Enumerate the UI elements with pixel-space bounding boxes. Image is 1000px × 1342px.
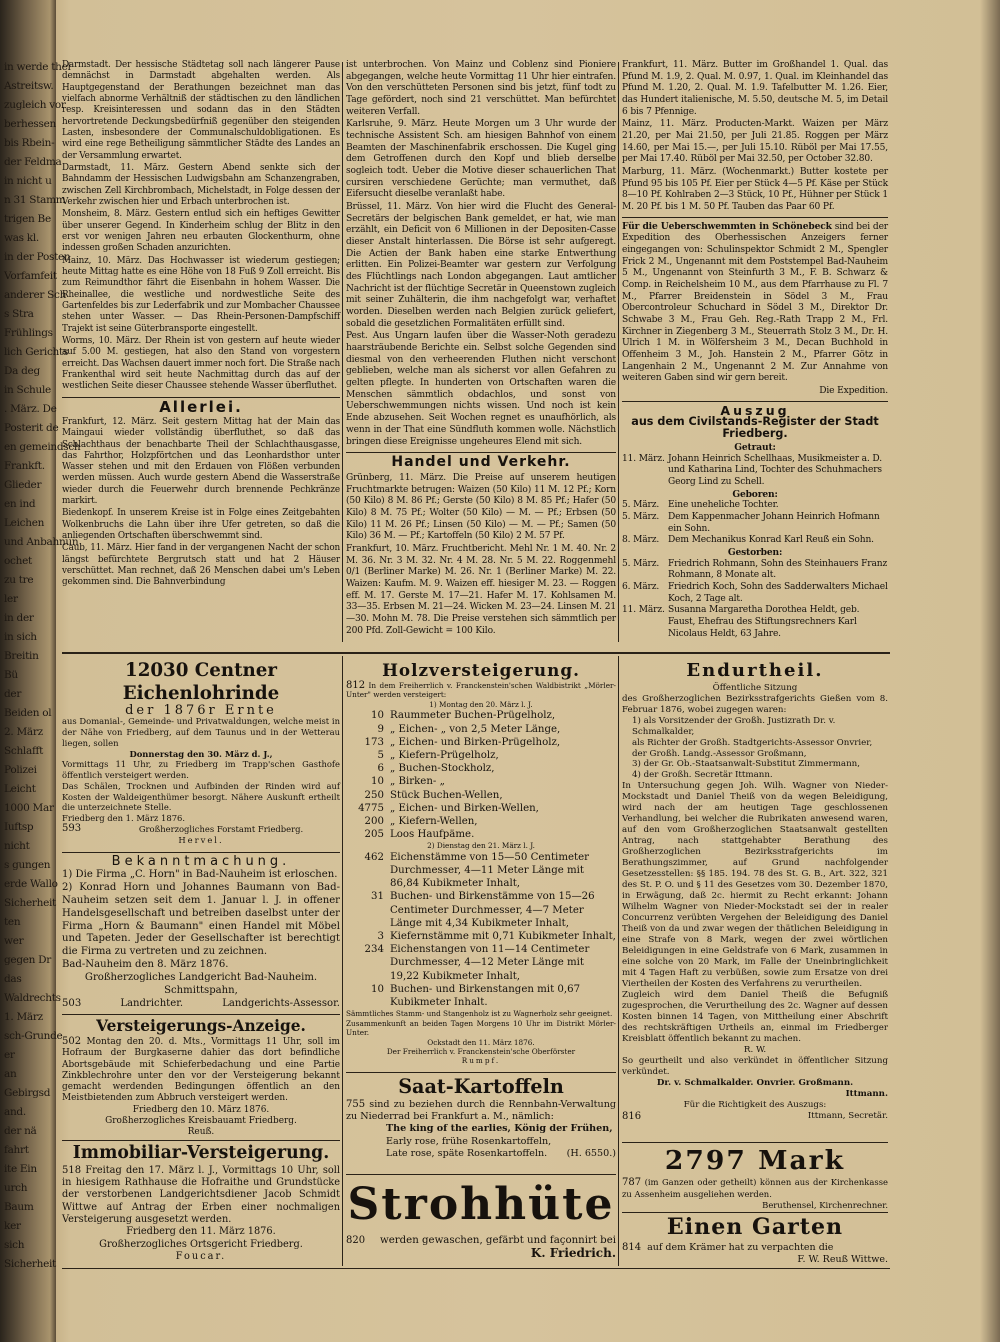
news-column-3 xyxy=(622,60,888,640)
ad-2797-mark xyxy=(622,1144,888,1210)
holz-lot-row xyxy=(346,749,616,762)
margin-fragment: urch xyxy=(4,1182,28,1194)
col3-p0: Frankfurt, 11. März. Butter im Großhandel 1. Qual. das Pfund M. 1.9, 2. Qual. M. 0.97, 1. Qual. im Kleinhandel das Pfund M. 1.20, 2. Qual. M. 1.9. Tafelbutter M. 1.26. Eier, das Hundert italienische, M. 5.50, deutsche M. 5, im Detail 6 bis 7 Pfennige. xyxy=(622,60,888,117)
saat-title: Saat-Kartoffeln xyxy=(398,1075,564,1098)
col3-divider-2 xyxy=(622,401,888,402)
court-member: als Richter der Großh. Stadtgerichts-Assessor Onvrier, der Großh. Landg.-Assessor Großmann, xyxy=(632,737,873,759)
holz-lot-desc: „ Buchen-Stockholz, xyxy=(390,763,495,775)
holz-lot-desc: „ Kiefern-Wellen, xyxy=(390,815,478,827)
margin-fragment: Astreitsw. xyxy=(4,80,54,92)
col2-p2: Brüssel, 11. März. Von hier wird die Flucht des General-Secretärs der belgischen Bank gemeldet, er hat, wie man erzählt, ein Deficit von 6 Millionen in der Depositen-Casse dieser Anstalt hinterlassen. Die Börse ist sehr aufgeregt. Die Actien der Bank haben eine starke Entwerthung erlitten. Ein Polizei-Beamter war gestern zur Verfolgung des Flüchtlings nach London abgegangen. Laut amtlicher Nachricht ist der flüchtige Secretär in Queenstown zugleich mit seiner Zuhälterin, die ihm nachgefolgt war, verhaftet worden. Dieselben werden nach Belgien zurück geliefert, sobald die gesetzlichen Formalitäten erfüllt sind. xyxy=(346,202,616,329)
mark-text: (im Ganzen oder getheilt) können aus der Kirchenkasse zu Assenheim ausgeliehen werden. xyxy=(622,1177,888,1199)
court-member: 4) der Großh. Secretär Ittmann. xyxy=(632,770,773,781)
margin-fragment: s Stra xyxy=(4,308,34,320)
col3-p2: Marburg, 11. März. (Wochenmarkt.) Butter kostete per Pfund 95 bis 105 Pf. Eier per Stück 4—5 Pf. Käse per Stück 8—10 Pf. Kohlraben 2—3 Stück, 10 Pf., Hühner per Stück 1 M. 20 Pf. bis 1 M. 50 Pf. Tauben das Paar 60 Pf. xyxy=(622,167,888,213)
margin-fragment: der nä xyxy=(4,1125,37,1137)
holz-text2: Sämmtliches Stamm- und Stangenholz ist zu Wagnerholz sehr geeignet. xyxy=(346,1009,613,1019)
holz-lot-row xyxy=(346,762,616,775)
ad-einen-garten xyxy=(622,1214,888,1266)
margin-fragment: ochet xyxy=(4,555,32,567)
bekannt-sign-left: Landrichter. xyxy=(120,997,184,1009)
holz-lot-row xyxy=(346,723,616,736)
eichen-text: aus Domanial-, Gemeinde- und Privatwaldungen, welche meist in der Nähe von Friedberg, auf dem Taunus und in der Wetterau liegen, sollen xyxy=(62,716,340,748)
civil-text: Dem Mechanikus Konrad Karl Reuß ein Sohn. xyxy=(668,535,874,546)
urtheil-text: des Großherzoglichen Bezirksstrafgerichts Gießen vom 8. Februar 1876, wobei zugegen waren: xyxy=(622,693,888,715)
holz-lot-desc: Loos Haufpäme. xyxy=(390,829,475,841)
holz-lot-desc: „ Eichen- und Birken-Prügelholz, xyxy=(390,736,561,748)
margin-fragment: Schlafft xyxy=(4,745,44,757)
margin-fragment: Glieder xyxy=(4,479,42,491)
col2-heading: Handel und Verkehr. xyxy=(391,454,571,471)
holz-lot-row xyxy=(346,789,616,802)
urtheil-text2: In Untersuchung gegen Joh. Wilh. Wagner von Nieder-Mockstadt und Daniel Theiß von da wegen Beleidigung, wird nach der am heutigen Tage geschlossenen Verhandlung, bei welcher die Rubrikaten anwesend waren, auf den vom Großherzoglichen Staatsanwalt gestellten Antrag, nach stattgehabter Berathung des Großherzoglichen Bezirksstrafgerichts im Berathungszimmer, auf Grund nachfolgender Gesetzesstellen: §§ 185. 194. 78 des St. G. B., Art. 322, 321 des St. P. O. und § 11 des Gesetzes vom 30. Dezember 1870, in Erwägung, daß 2c. hiermit zu Recht erkannt: Johann Wilhelm Wagner von Nieder-Mockstadt sei der in realer Concurrenz verübten Vergehen der Beleidigung des Daniel Theiß von da und zwar wegen der thätlichen Beleidigung in eine Strafe von 8 Mark, wegen der zwei wörtlichen Beleidigungen in eine Geldstrafe von 6 Mark, zusammen in eine solche von 20 Mark, im Falle der Uneinbringlichkeit mit 4 Tagen Haft zu verbüßen, sowie zum Ersatze von drei Viertheilen der Kosten des Verfahrens zu verurtheilen. xyxy=(622,781,888,990)
garten-sign: F. W. Reuß Wittwe. xyxy=(797,1253,888,1265)
flood-text: sind bei der Expedition des Oberhessischen Anzeigers ferner eingegangen von: Schulinspektor Schmidt 2 M., Spengler Frick 2 M., Ungenannt mit dem Poststempel Bad-Nauheim 5 M., Ungenannt von Steinfurth 3 M., F. B. Schwarz & Comp. in Reichelsheim 10 M., aus dem Pfarrhause zu Fl. 7 M., Pfarrer Breidenstein in Södel 3 M., Frau Obercontroleur Schuchard in Södel 3 M., Direktor Dr. Schwabe 3 M., Frau Geh. Reg.-Rath Trapp 2 M., Frl. Kirchner in Ziegenberg 3 M., Steuerrath Stolz 3 M., Dr. H. Ulrich 1 M. in Wölfersheim 3 M., Decan Buchhold in Offenheim 3 M., Joh. Hanstein 2 M., Pfarrer Götz in Langenhain 2 M., Ungenannt 2 M. Zur Annahme von weiteren Gaben sind wir gern bereit. xyxy=(622,221,888,384)
margin-fragment: sich xyxy=(4,1239,25,1251)
ad-bekanntmachung xyxy=(62,856,340,1011)
col1-p3: Mainz, 10. März. Das Hochwasser ist wiederum gestiegen; heute Mittag hatte es eine Höhe von 18 Fuß 9 Zoll erreicht. Bis zum Reimundthor fährt die Eisenbahn in hohem Wasser. Die Rheinallee, die westliche und nordwestliche Seite des Gartenfeldes bis zur Lederfabrik und zur Mombacher Chaussee stehen unter Wasser. — Das Rhein-Personen-Dampfschiff Trajekt ist seine Güterbransporte eingestellt. xyxy=(62,255,340,334)
holz-lot-qty: 205 xyxy=(364,829,384,841)
civil-date: 5. März. xyxy=(622,511,660,522)
civil-date: 5. März. xyxy=(622,500,660,511)
saat-line1: The king of the earlies, König der Frühen, xyxy=(386,1123,613,1135)
ad-versteigerung xyxy=(62,1017,340,1138)
col3-p1: Mainz, 11. März. Producten-Markt. Waizen per März 21.20, per Mai 21.50, per Juli 21.85. Roggen per März 14.60, per Mai 15.—, per Juli 15.10. Rüböl per Mai 17.55, per Mai 17.40. Rüböl per Mai 32.50, per October 32.80. xyxy=(622,119,888,165)
civil-date: 11. März. xyxy=(622,605,665,616)
ad-rule-c2 xyxy=(622,1212,888,1213)
margin-fragment: er xyxy=(4,1049,15,1061)
garten-title: Einen Garten xyxy=(666,1214,844,1240)
gestorben-list xyxy=(622,559,888,641)
holz-lot-row xyxy=(346,802,616,815)
holz-lot-qty: 462 xyxy=(364,851,384,863)
eichen-sign: Hervel. xyxy=(178,834,224,845)
urtheil-members xyxy=(622,716,888,782)
ad-rule-v1 xyxy=(342,656,343,1266)
geboren-label: Geboren: xyxy=(732,488,778,500)
eichen-text2: Vormittags 11 Uhr, zu Friedberg im Trapp'schen Gasthofe öffentlich versteigert werden. xyxy=(62,759,340,781)
margin-fragment: en gemeindsch xyxy=(4,441,81,453)
margin-fragment: zugleich vor xyxy=(4,99,66,111)
margin-fragment: Frankft. xyxy=(4,460,45,472)
ad-rule-a3 xyxy=(62,1140,340,1141)
margin-fragment: Gebirgsd xyxy=(4,1087,51,1099)
margin-fragment: Frühlings xyxy=(4,327,53,339)
col1-p1: Darmstadt, 11. März. Gestern Abend senkte sich der Bahndamm der Hessischen Ludwigsbahn am Schanzengraben, zwischen Zell Kirchbrombach, Michelstadt, in Folge dessen der Verkehr zwischen hier und Erbach unterbrochen ist. xyxy=(62,162,340,207)
margin-fragment: wer xyxy=(4,935,24,947)
civil-date: 5. März. xyxy=(622,558,660,569)
margin-fragment: Sicherheit xyxy=(4,897,56,909)
holz-lot-qty: 5 xyxy=(377,749,384,761)
col2-p0: ist unterbrochen. Von Mainz und Coblenz sind Pioniere abgegangen, welche heute Vormittag 11 Uhr hier eintrafen. Von den verschütteten Personen sind bis jetzt, fünf todt zu Tage gefördert, noch sind 21 verschüttet. Man befürchtet weiteren Verfall. xyxy=(346,60,616,117)
margin-fragment: das xyxy=(4,973,22,985)
col2-p4: Grünberg, 11. März. Die Preise auf unserem heutigen Fruchtmarkte betrugen: Waizen (50 Kilo) 11 M. 12 Pf.; Korn (50 Kilo) 8 M. 86 Pf.; Gerste (50 Kilo) 8 M. 85 Pf.; Hafer (50 Kilo) 8 M. 75 Pf.; Wolter (50 Kilo) — M. — Pf.; Erbsen (50 Kilo) 11 M. 26 Pf.; Linsen (50 Kilo) — M. — Pf.; Samen (50 Kilo) 36 M. — Pf.; Kartoffeln (50 Kilo) 2 M. 57 Pf. xyxy=(346,472,616,542)
margin-fragment: und Anbahnun xyxy=(4,536,79,548)
ad-rule-c1 xyxy=(622,1142,888,1143)
getraut-list xyxy=(622,454,888,489)
col1-p2: Monsheim, 8. März. Gestern entlud sich ein heftiges Gewitter über unserer Gegend. In Kinderheim schlug der Blitz in den erst vor wenigen Jahren neu erbauten Glockenthurm, ohne indessen großen Schaden anzurichten. xyxy=(62,209,340,254)
margin-fragment: Breitin xyxy=(4,650,39,662)
margin-fragment: in sich xyxy=(4,631,37,643)
civil-date: 8. März. xyxy=(622,535,660,546)
col1-p4: Worms, 10. März. Der Rhein ist von gestern auf heute wieder auf 5.00 M. gestiegen, hat also den Stand von vorgestern erreicht. Das Wachsen dauert immer noch fort. Die Straße nach Frankenthal wird seit heute Nachmittag durch das auf der westlichen Seite dieser Chaussee stehende Wasser überfluthet. xyxy=(62,335,340,392)
margin-fragment: ker xyxy=(4,1220,21,1232)
civil-entry xyxy=(622,512,888,535)
holz-lot-qty: 10 xyxy=(371,776,384,788)
versteig-place: Friedberg den 10. März 1876. xyxy=(132,1104,270,1115)
ad-immobiliar xyxy=(62,1143,340,1263)
margin-fragment: . März. De xyxy=(4,403,57,415)
ad-rule-b1 xyxy=(346,1072,616,1073)
immo-place: Friedberg den 11. März 1876. xyxy=(126,1226,276,1238)
col2-divider xyxy=(346,452,616,453)
eichen-num: 593 xyxy=(62,822,82,834)
holz-day2: 2) Dienstag den 21. März l. J. xyxy=(427,841,535,851)
urtheil-text4: So geurtheilt und also verkündet in öffentlicher Sitzung verkündet. xyxy=(622,1056,888,1078)
civil-text: Eine uneheliche Tochter. xyxy=(668,500,779,511)
holz-lot-qty: 6 xyxy=(377,763,384,775)
stroh-num: 820 xyxy=(346,1235,366,1246)
holz-text: In dem Freiherrlich v. Franckenstein'schen Waldbistrikt „Mörler-Unter" werden versteigert: xyxy=(346,681,616,700)
holz-lot-row xyxy=(346,943,616,983)
margin-fragment: Waldrechts xyxy=(4,992,61,1004)
holz-lot-row xyxy=(346,930,616,943)
immo-authority: Großherzogliches Ortsgericht Friedberg. xyxy=(99,1238,303,1250)
margin-fragment: gegen Dr xyxy=(4,954,52,966)
margin-fragment: s gungen xyxy=(4,859,51,871)
margin-fragment: 1000 Mar xyxy=(4,802,54,814)
eichen-date: Donnerstag den 30. März d. J., xyxy=(129,748,273,759)
margin-fragment: in nicht u xyxy=(4,175,52,187)
holz-rows-1 xyxy=(346,709,616,841)
margin-fragment: anderer Sch xyxy=(4,289,67,301)
margin-fragment: Leicht xyxy=(4,783,36,795)
col1-p7: Caub, 11. März. Hier fand in der vergangenen Nacht der schon längst befürchtete Bergrutsch statt und hat 2 Häuser verschüttet. Man rechnet, daß 26 Menschen dabei um's Leben gekommen sind. Die Bahnverbindung xyxy=(62,543,340,588)
margin-fragment: Posterit de xyxy=(4,422,59,434)
immo-sign: Foucar. xyxy=(175,1250,227,1262)
versteig-title: Versteigerungs-Anzeige. xyxy=(96,1017,306,1035)
civil-date: 6. März. xyxy=(622,581,660,592)
urtheil-sub: Öffentliche Sitzung xyxy=(712,682,798,693)
holz-text3: Zusammenkunft an beiden Tagen Morgens 10 Uhr im Distrikt Mörler-Unter. xyxy=(346,1018,616,1038)
margin-fragment: trigen Be xyxy=(4,213,51,225)
urtheil-judge2: Ittmann. xyxy=(845,1089,888,1100)
ad-strohhuete xyxy=(346,1176,616,1260)
ad-saatkartoffeln xyxy=(346,1075,616,1160)
garten-text: auf dem Krämer hat zu verpachten die xyxy=(647,1241,834,1253)
stroh-title: Strohhüte xyxy=(347,1179,615,1230)
eichen-text3: Das Schälen, Trocknen und Aufbinden der Rinden wird auf Kosten der Waldeigenthümer besorgt. Nähere Auskunft ertheilt die unterzeichnete Stelle. xyxy=(62,780,340,813)
margin-fragment: sch-Grunde xyxy=(4,1030,63,1042)
margin-fragment: berhessen xyxy=(4,118,56,130)
bekannt-item-2: 2) Konrad Horn und Johannes Baumann von Bad-Nauheim setzen seit dem 1. Januar l. J. in offener Handelsgesellschaft und betreiben daselbst unter der Firma „Horn & Baumann" einen Handel mit Möbel und Tapeten. Jeder der Gesellschafter ist berechtigt die Firma zu vertreten und zu zeichnen. xyxy=(62,881,340,958)
civil-entry xyxy=(622,582,888,605)
civil-text: Susanna Margaretha Dorothea Heldt, geb. Faust, Ehefrau des Stiftungsrechners Karl Nicolaus Heldt, 63 Jahre. xyxy=(668,605,860,639)
ads-separator xyxy=(62,652,890,654)
flood-sign: Die Expedition. xyxy=(819,386,888,397)
margin-fragment: nicht xyxy=(4,840,30,852)
ad-holzversteigerung xyxy=(346,660,616,1066)
margin-fragment: in der xyxy=(4,612,34,624)
saat-num: 755 xyxy=(346,1099,366,1111)
holz-lot-qty: 4775 xyxy=(358,802,384,814)
margin-fragment: fahrt xyxy=(4,1144,29,1156)
margin-fragment: bis Rbein- xyxy=(4,137,55,149)
margin-fragment: erde Wallo xyxy=(4,878,58,890)
ad-eichenlohrinde xyxy=(62,660,340,845)
civil-entry xyxy=(622,559,888,582)
civil-text: Johann Heinrich Schellhaas, Musikmeister a. D. und Katharina Lind, Tochter des Schuhmachers Georg Lind zu Schell. xyxy=(668,453,882,487)
col2-p5: Frankfurt, 10. März. Fruchtbericht. Mehl Nr. 1 M. 40. Nr. 2 M. 36. Nr. 3 M. 32. Nr. 4 M. 28. Nr. 5 M. 22. Roggenmehl 0/1 (Berliner Marke) M. 26. Nr. 1 (Berliner Marke) M. 22. Waizen: Kaufm. M. 9. Waizen eff. hiesiger M. 23. — Roggen eff. M. 17. Gerste M. 17—21. Hafer M. 17. Kohlsamen M. 33—35. Erbsen M. 21—24. Wicken M. 23—24. Linsen M. 21—30. Mohn M. 78. Die Preise verstehen sich sämmtlich per 200 Pfd. Zoll-Gewicht = 100 Kilo. xyxy=(346,543,616,636)
holz-rows-2 xyxy=(346,851,616,1009)
holz-lot-qty: 31 xyxy=(371,891,384,903)
holz-lot-desc: Buchen- und Birkenstangen mit 0,67 Kubikmeter Inhalt. xyxy=(390,983,581,1009)
ad-rule-a2 xyxy=(62,1014,340,1015)
margin-fragment: zu tre xyxy=(4,574,34,586)
holz-lot-row xyxy=(346,815,616,828)
civil-entry xyxy=(622,605,888,640)
bekannt-num: 503 xyxy=(62,997,82,1009)
holz-lot-row xyxy=(346,736,616,749)
col1-divider xyxy=(62,397,340,398)
flood-heading: Für die Ueberschwemmten in Schönebeck xyxy=(622,220,832,232)
mark-title: 2797 Mark xyxy=(664,1145,846,1176)
stroh-sign: K. Friedrich. xyxy=(530,1246,616,1260)
gestorben-label: Gestorben: xyxy=(727,546,783,558)
column-rule-2 xyxy=(618,62,619,642)
holz-lot-qty: 3 xyxy=(377,931,384,943)
margin-fragment: Leichen xyxy=(4,517,45,529)
holz-day1: 1) Montag den 20. März l. J. xyxy=(429,699,533,709)
margin-fragment: in Schule xyxy=(4,384,51,396)
margin-fragment: in der Posten xyxy=(4,251,71,263)
civil-text: Dem Kappenmacher Johann Heinrich Hofmann ein Sohn. xyxy=(668,511,880,534)
margin-fragment: en ind xyxy=(4,498,36,510)
holz-num: 812 xyxy=(346,680,366,692)
geboren-list xyxy=(622,500,888,547)
holz-lot-desc: „ Eichen- und Birken-Wellen, xyxy=(390,802,539,814)
mark-sign: Beruthensel, Kirchenrechner. xyxy=(762,1199,888,1210)
column-rule-1 xyxy=(342,62,343,642)
eichen-authority: Großherzogliches Forstamt Friedberg. xyxy=(138,823,304,834)
civil-entry xyxy=(622,535,888,547)
urtheil-cert-sign: Ittmann, Secretär. xyxy=(807,1110,888,1121)
saat-line2: Early rose, frühe Rosenkartoffeln, xyxy=(386,1135,552,1147)
bekannt-place: Bad-Nauheim den 8. März 1876. xyxy=(62,959,229,971)
col1-p6: Biedenkopf. In unserem Kreise ist in Folge eines Zeitgebahten Wolkenbruchs die Lahn über ihre Ufer getreten, so daß die anliegenden Ortschaften überschwemmt sind. xyxy=(62,508,340,542)
margin-fragment: ler xyxy=(4,593,18,605)
bottom-rule xyxy=(62,1268,890,1269)
col1-p0: Darmstadt. Der hessische Städtetag soll nach längerer Pause demnächst in Darmstadt abgehalten werden. Als Hauptgegenstand der Berathungen bezeichnet man das vielfach abnorme Verhältniß der städtischen zu den ländlichen resp. Kreisinteressen und sodann das in den Städten hervortretende Deckungsbedürfniß gegenüber den steigenden Lasten, insbesondere der Communalschuldobligationen. Es wird eine rege Betheiligung sämmtlicher Städte des Landes an der Versammlung erwartet. xyxy=(62,60,340,161)
margin-fragment: der Feldma xyxy=(4,156,62,168)
margin-fragment: Polizei xyxy=(4,764,37,776)
auszug-heading: Auszug xyxy=(720,402,790,418)
news-column-2 xyxy=(346,60,616,638)
margin-fragment: Vorfamfeit xyxy=(4,270,57,282)
margin-fragment: Bü xyxy=(4,669,18,681)
holz-lot-desc: Kiefernstämme mit 0,71 Kubikmeter Inhalt, xyxy=(390,931,616,943)
auszug-subheading: aus dem Civilstands-Register der Stadt Friedberg. xyxy=(631,415,879,441)
immo-text: Freitag den 17. März l. J., Vormittags 10 Uhr, soll in hiesigem Rathhause die Hofraithe und Grundstücke der verstorbenen Landgerichtsdiener Jacob Schmidt Wittwe auf Antrag der Erben einer nochmaligen Versteigerung ausgesetzt werden. xyxy=(62,1164,340,1225)
col1-paragraphs xyxy=(62,60,340,393)
margin-fragment: 1. März xyxy=(4,1011,43,1023)
holz-lot-desc: Stück Buchen-Wellen, xyxy=(390,789,503,801)
margin-fragment: in werde thei xyxy=(4,61,71,73)
holz-lot-row xyxy=(346,828,616,841)
margin-fragment: Da deg xyxy=(4,365,40,377)
margin-fragment: 2. März xyxy=(4,726,43,738)
holz-lot-qty: 10 xyxy=(371,983,384,995)
ad-endurtheil xyxy=(622,660,888,1122)
holz-sign: Rumpf. xyxy=(461,1056,501,1066)
saat-text: sind zu beziehen durch die Rennbahn-Verwaltung zu Niederrad bei Frankfurt a. M., nämlich: xyxy=(346,1099,617,1123)
immo-title: Immobiliar-Versteigerung. xyxy=(72,1143,330,1163)
urtheil-title: Endurtheil. xyxy=(686,660,824,681)
news-column-1 xyxy=(62,60,340,590)
margin-fragment: Beiden ol xyxy=(4,707,52,719)
col3-divider-1 xyxy=(622,217,888,218)
saat-ref: (H. 6550.) xyxy=(566,1147,616,1159)
holz-lot-desc: Raummeter Buchen-Prügelholz, xyxy=(390,710,556,722)
col1-heading: Allerlei. xyxy=(159,397,243,416)
versteig-sign: Reuß. xyxy=(187,1127,215,1138)
holz-lot-desc: „ Kiefern-Prügelholz, xyxy=(390,749,499,761)
garten-num: 814 xyxy=(622,1241,642,1253)
ad-rule-a1 xyxy=(62,852,340,853)
eichen-title: 12030 Centner Eichenlohrinde xyxy=(122,660,280,704)
holz-lot-qty: 200 xyxy=(364,815,384,827)
stroh-text: werden gewaschen, gefärbt und façonnirt bei xyxy=(380,1235,616,1246)
immo-num: 518 xyxy=(62,1164,82,1176)
bekannt-title: Bekanntmachung. xyxy=(111,854,291,869)
urtheil-cert: Für die Richtigkeit des Auszugs: xyxy=(683,1100,827,1110)
eichen-sub: der 1876r Ernte xyxy=(125,702,277,718)
holz-lot-row xyxy=(346,890,616,930)
getraut-label: Getraut: xyxy=(734,441,776,453)
margin-fragment: an xyxy=(4,1068,17,1080)
holz-lot-qty: 173 xyxy=(364,736,384,748)
versteig-num: 502 xyxy=(62,1036,82,1048)
court-member: 3) der Gr. Ob.-Staatsanwalt-Substitut Zimmermann, xyxy=(632,759,860,770)
urtheil-judges: Dr. v. Schmalkalder. Onvrier. Großmann. xyxy=(656,1078,854,1089)
urtheil-num: 816 xyxy=(622,1110,642,1122)
col2-p1: Karlsruhe, 9. März. Heute Morgen um 3 Uhr wurde der technische Assistent Sch. am hiesigen Bahnhof von einem Beamten der Maschinenfabrik erschossen. Die Kugel ging dem Getroffenen durch den Kopf und blieb derselbe sogleich todt. Ueber die Motive dieser schauerlichen That cursiren verschiedene Gerüchte; man vermuthet, daß Eifersucht dieselbe veranlaßt habe. xyxy=(346,119,616,200)
urtheil-rw: R. W. xyxy=(743,1045,767,1056)
col1-p5: Frankfurt, 12. März. Seit gestern Mittag hat der Main das Maingaui wieder vollständig überfluthet, so daß das Schlachthaus der benachbarte Theil der Schlachthausgasse, das Fahrthor, Holzpförtchen und das Leonhardsthor unter Wasser stehen und mit den Erdauen von Flößen verbunden werden müssen. Auch wurde gestern Abend die Wasserstraße wieder durch die Feuerwehr durch brennende Pechkränze markirt. xyxy=(62,416,340,507)
holz-lot-row xyxy=(346,775,616,788)
holz-lot-desc: Eichenstämme von 15—50 Centimeter Durchmesser, 4—11 Meter Länge mit 86,84 Kubikmeter Inhalt, xyxy=(390,851,589,890)
holz-authority: Der Freiherrlich v. Franckenstein'sche Oberförster xyxy=(386,1046,576,1056)
margin-fragment: Baum xyxy=(4,1201,34,1213)
margin-fragment: Sicherheit xyxy=(4,1258,56,1270)
court-member: 1) als Vorsitzender der Großh. Justizrath Dr. v. Schmalkalder, xyxy=(632,715,836,737)
holz-title: Holzversteigerung. xyxy=(382,660,580,680)
holz-lot-row xyxy=(346,851,616,891)
col2-p3: Pest. Aus Ungarn laufen über die Wasser-Noth geradezu haarsträubende Berichte ein. Selbst solche Gegenden sind diesmal von den verheerenden Fluthen nicht verschont geblieben, welche man als sicherst vor allen Gefahren zu gelten pflegte. In hunderten von Ortschaften waren die Menschen sämmtlich obdachlos, und sonst von Ueberschwemmungen nichts wissen. Und noch ist kein Ende abzusehen. Seit Wochen regnet es unaufhörlich, als wenn in der That eine Sündfluth kommen wolle. Nächstlich bringen diese Ereignisse ungeheures Elend mit sich. xyxy=(346,331,616,447)
holz-place: Ockstadt den 11. März 1876. xyxy=(427,1037,535,1047)
holz-lot-row xyxy=(346,983,616,1009)
margin-fragment: was kl. xyxy=(4,232,39,244)
versteig-text: Montag den 20. d. Mts., Vormittags 11 Uhr, soll im Hofraum der Burgkaserne dahier das dort befindliche Abortsgebäude mit Schieferbedachung und eine Partie Zinkblechrohre unter den vor der Versteigerung bekannt gemacht werdenden Bedingungen öffentlich an den Meistbietenden zum Abbruch versteigert werden. xyxy=(62,1037,340,1104)
civil-text: Friedrich Koch, Sohn des Sadderwalters Michael Koch, 2 Tage alt. xyxy=(668,581,888,604)
civil-entry xyxy=(622,500,888,512)
bekannt-authority: Großherzogliches Landgericht Bad-Nauheim. xyxy=(84,972,318,984)
holz-lot-desc: „ Eichen- „ von 2,5 Meter Länge, xyxy=(390,723,561,735)
saat-line3: Late rose, späte Rosenkartoffeln. xyxy=(386,1147,548,1159)
margin-fragment: der xyxy=(4,688,22,700)
holz-lot-qty: 234 xyxy=(364,944,384,956)
holz-lot-qty: 9 xyxy=(377,723,384,735)
bekannt-item-1: 1) Die Firma „C. Horn" in Bad-Nauheim ist erloschen. xyxy=(62,868,338,880)
bekannt-names: Schmittspahn, xyxy=(164,985,238,997)
civil-date: 11. März. xyxy=(622,453,665,464)
holz-lot-desc: Eichenstangen von 11—14 Centimeter Durchmesser, 4—12 Meter Länge mit 19,22 Kubikmeter Inhalt, xyxy=(390,944,590,982)
margin-fragment: lich Gerichts xyxy=(4,346,69,358)
civil-entry xyxy=(622,454,888,489)
holz-lot-qty: 250 xyxy=(364,789,384,801)
urtheil-text3: Zugleich wird dem Daniel Theiß die Befugniß zugesprochen, die Verurtheilung des 2c. Wagner auf dessen Kosten binnen 14 Tagen, von Mittheilung einer Abschrift des rechtskräftigen Urtheils an, einmal im Friedberger Kreisblatt öffentlich bekannt zu machen. xyxy=(622,990,888,1045)
margin-fragment: ten xyxy=(4,916,21,928)
margin-fragment: ite Ein xyxy=(4,1163,37,1175)
margin-fragment: and. xyxy=(4,1106,26,1118)
mark-num: 787 xyxy=(622,1177,642,1189)
margin-fragment: Iuftsp xyxy=(4,821,34,833)
holz-lot-desc: Buchen- und Birkenstämme von 15—26 Centimeter Durchmesser, 4—7 Meter Länge mit 4,34 Kubikmeter Inhalt, xyxy=(390,891,595,929)
holz-lot-desc: „ Birken- „ xyxy=(390,776,445,788)
versteig-authority: Großherzogliches Kreisbauamt Friedberg. xyxy=(105,1115,297,1126)
ad-rule-v2 xyxy=(618,656,619,1266)
eichen-place: Friedberg den 1. März 1876. xyxy=(62,813,186,824)
margin-fragment: n 31 Stamm xyxy=(4,194,66,206)
ad-rule-b2 xyxy=(346,1174,616,1175)
holz-lot-row xyxy=(346,709,616,722)
civil-text: Friedrich Rohmann, Sohn des Steinhauers Franz Rohmann, 8 Monate alt. xyxy=(668,558,888,581)
bekannt-sign-right: Landgerichts-Assessor. xyxy=(222,997,340,1009)
holz-lot-qty: 10 xyxy=(371,710,384,722)
